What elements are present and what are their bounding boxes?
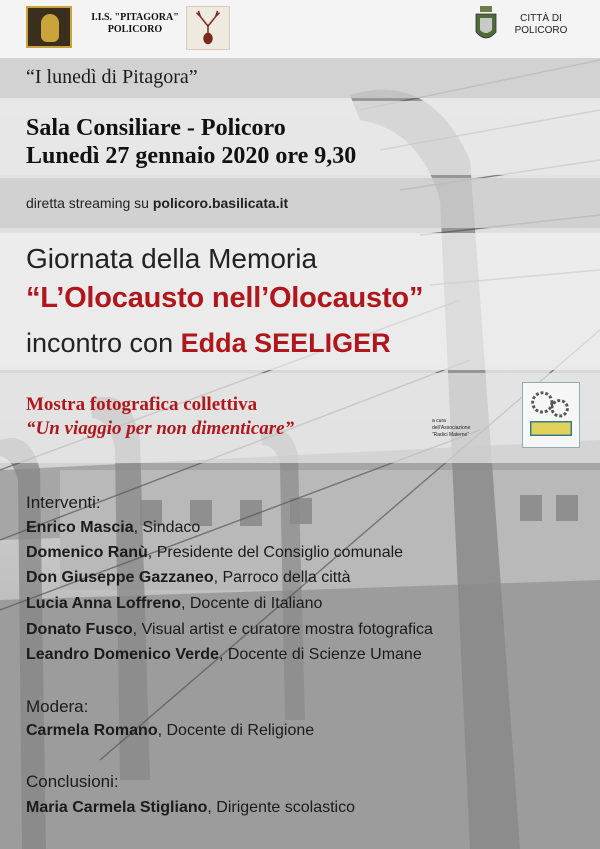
speaker-name: Lucia Anna Loffreno xyxy=(26,595,181,612)
conclusioni-label: Conclusioni: xyxy=(26,772,119,791)
speaker-row xyxy=(26,595,322,613)
venue-place: Sala Consiliare - Policoro xyxy=(26,115,286,141)
speaker-role: , Docente di Scienze Umane xyxy=(218,646,422,663)
school-name-line1: I.I.S. "PITAGORA" xyxy=(91,12,179,23)
exhibition-label: Mostra fotografica collettiva xyxy=(26,394,258,415)
series-title: “I lunedì di Pitagora” xyxy=(26,66,198,88)
speaker-role: , Presidente del Consiglio comunale xyxy=(147,544,404,561)
city-crest-icon xyxy=(474,6,498,44)
exhibition-title: “Un viaggio per non dimenticare” xyxy=(26,418,295,439)
speaker-name: Donato Fusco xyxy=(26,621,133,638)
city-name-line2: POLICORO xyxy=(514,25,568,36)
exhibition-credit xyxy=(432,418,522,439)
speaker-name: Leandro Domenico Verde xyxy=(26,646,219,663)
event-title: “L’Olocausto nell’Olocausto” xyxy=(26,282,424,314)
speaker-role: , Sindaco xyxy=(133,519,201,536)
interventi-label: Interventi: xyxy=(26,493,101,512)
city-name xyxy=(506,13,576,37)
guest-line xyxy=(26,328,391,359)
conclusion-role: , Dirigente scolastico xyxy=(207,799,356,816)
deer-logo xyxy=(186,6,230,50)
moderator-row xyxy=(26,722,314,740)
speaker-name: Don Giuseppe Gazzaneo xyxy=(26,569,214,586)
credit-line3: “Radici Materne” xyxy=(432,432,469,438)
speaker-name: Enrico Mascia xyxy=(26,519,134,536)
streaming-site: policoro.basilicata.it xyxy=(152,195,289,211)
credit-line2: dell’Associazione xyxy=(432,425,471,431)
speaker-row xyxy=(26,544,403,562)
city-name-line1: CITTÀ DI xyxy=(520,13,562,24)
header-bar xyxy=(0,0,600,58)
venue-date: Lunedì 27 gennaio 2020 ore 9,30 xyxy=(26,143,357,169)
credit-line1: a cura xyxy=(432,418,446,424)
streaming-prefix: diretta streaming su xyxy=(26,195,149,211)
guest-name: Edda SEELIGER xyxy=(180,328,391,358)
venue-block xyxy=(26,114,356,170)
guest-prefix: incontro con xyxy=(26,328,174,358)
conclusion-name: Maria Carmela Stigliano xyxy=(26,799,208,816)
speaker-row xyxy=(26,621,433,639)
speaker-role: , Visual artist e curatore mostra fotografica xyxy=(132,621,433,638)
moderator-name: Carmela Romano xyxy=(26,722,158,739)
speaker-name: Domenico Ranù xyxy=(26,544,148,561)
pitagora-school-logo xyxy=(26,6,72,48)
speaker-row xyxy=(26,519,200,537)
moderator-role: , Docente di Religione xyxy=(157,722,315,739)
school-name-line2: POLICORO xyxy=(107,24,163,35)
streaming-info xyxy=(26,195,288,211)
modera-label: Modera: xyxy=(26,697,89,716)
speaker-role: , Docente di Italiano xyxy=(180,595,323,612)
speaker-row xyxy=(26,569,351,587)
school-name xyxy=(80,12,190,36)
conclusion-row xyxy=(26,799,355,817)
occasion-title: Giornata della Memoria xyxy=(26,243,318,274)
radici-materne-logo xyxy=(522,382,580,448)
speaker-role: , Parroco della città xyxy=(213,569,351,586)
exhibition-block xyxy=(26,393,294,441)
speaker-row xyxy=(26,646,422,664)
